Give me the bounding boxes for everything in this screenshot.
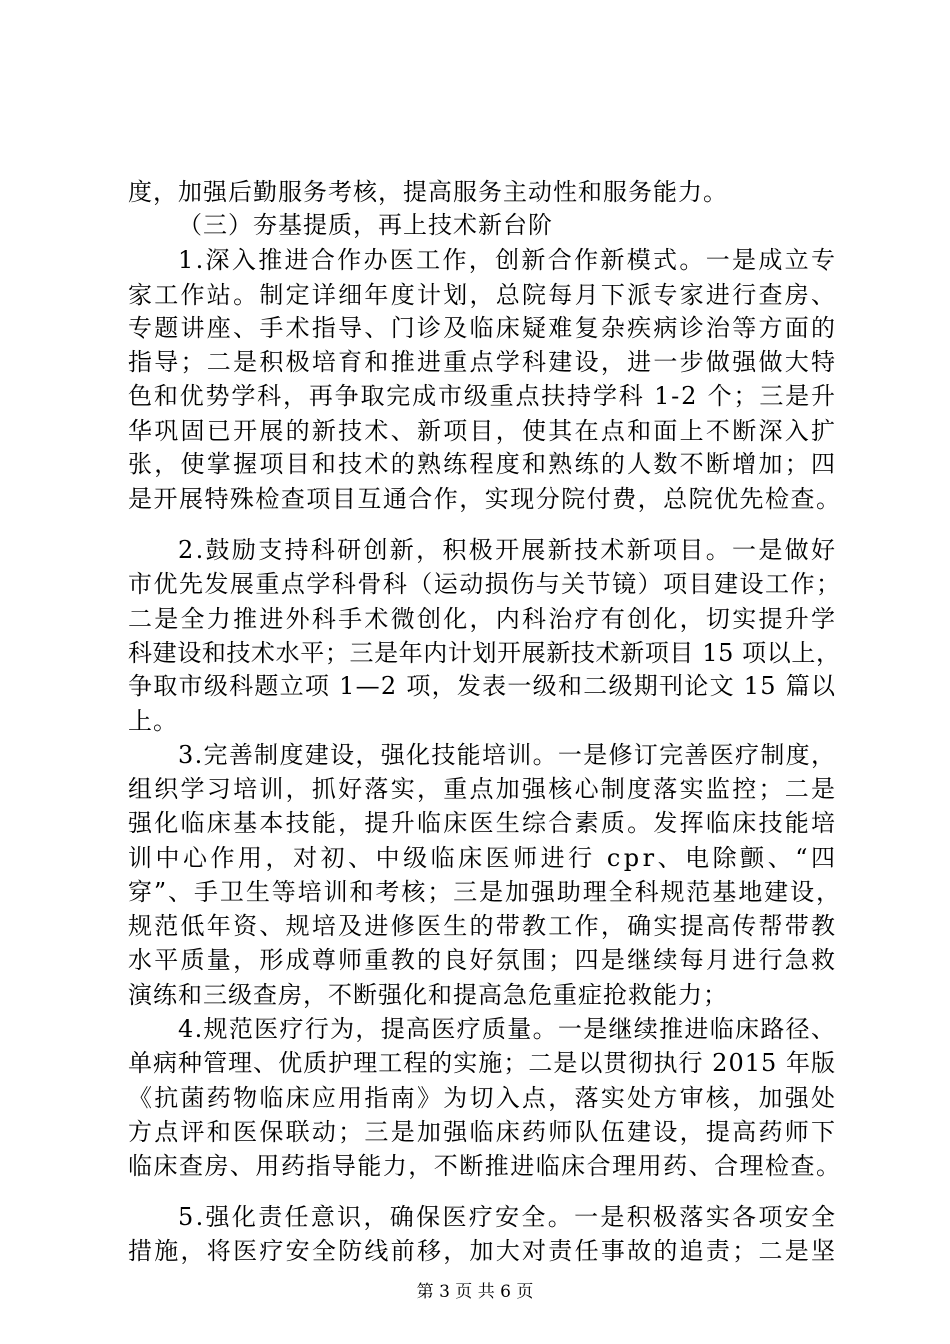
- text-line: （三）夯基提质，再上技术新台阶: [178, 211, 553, 239]
- text-line: 演练和三级查房，不断强化和提高急危重症抢救能力；: [128, 981, 728, 1009]
- text-line: 度，加强后勤服务考核，提高服务主动性和服务能力。: [128, 178, 728, 206]
- text-line: 1.深入推进合作办医工作，创新合作新模式。一是成立专: [178, 246, 838, 274]
- text-line: 临床查房、用药指导能力，不断推进临床合理用药、合理检查。: [128, 1152, 842, 1180]
- text-line: 科建设和技术水平；三是年内计划开展新技术新项目 15 项以上，: [128, 639, 841, 667]
- text-line: 色和优势学科，再争取完成市级重点扶持学科 1-2 个；三是升: [128, 382, 837, 410]
- text-line: 张，使掌握项目和技术的熟练程度和熟练的人数不断增加；四: [128, 450, 838, 478]
- text-line: 水平质量，形成尊师重教的良好氛围；四是继续每月进行急救: [128, 946, 838, 974]
- text-line: 穿”、手卫生等培训和考核；三是加强助理全科规范基地建设，: [128, 878, 842, 906]
- text-line: 强化临床基本技能，提升临床医生综合素质。发挥临床技能培: [128, 809, 838, 837]
- text-line: 4.规范医疗行为，提高医疗质量。一是继续推进临床路径、: [178, 1015, 837, 1043]
- text-line: 专题讲座、手术指导、门诊及临床疑难复杂疾病诊治等方面的: [128, 314, 838, 342]
- text-line: 是开展特殊检查项目互通合作，实现分院付费，总院优先检查。: [128, 485, 842, 513]
- text-line: 二是全力推进外科手术微创化，内科治疗有创化，切实提升学: [128, 605, 838, 633]
- text-line: 组织学习培训，抓好落实，重点加强核心制度落实监控；二是: [128, 775, 838, 803]
- text-line: 单病种管理、优质护理工程的实施；二是以贯彻执行 2015 年版: [128, 1049, 837, 1077]
- text-line: 训中心作用，对初、中级临床医师进行 cpr、电除颤、“四: [128, 844, 839, 872]
- text-line: 5.强化责任意识，确保医疗安全。一是积极落实各项安全: [178, 1203, 838, 1231]
- text-line: 市优先发展重点学科骨科（运动损伤与关节镜）项目建设工作；: [128, 570, 842, 598]
- text-line: 《抗菌药物临床应用指南》为切入点，落实处方审核，加强处: [128, 1084, 838, 1112]
- text-line: 规范低年资、规培及进修医生的带教工作，确实提高传帮带教: [128, 912, 838, 940]
- text-line: 措施，将医疗安全防线前移，加大对责任事故的追责；二是坚: [128, 1237, 838, 1265]
- text-line: 华巩固已开展的新技术、新项目，使其在点和面上不断深入扩: [128, 417, 838, 445]
- text-line: 指导；二是积极培育和推进重点学科建设，进一步做强做大特: [128, 348, 838, 376]
- text-line: 2.鼓励支持科研创新，积极开展新技术新项目。一是做好: [178, 536, 838, 564]
- text-line: 方点评和医保联动；三是加强临床药师队伍建设，提高药师下: [128, 1118, 838, 1146]
- text-line: 家工作站。制定详细年度计划，总院每月下派专家进行查房、: [128, 281, 838, 309]
- text-line: 争取市级科题立项 1—2 项，发表一级和二级期刊论文 15 篇以: [128, 672, 837, 700]
- page-footer: 第 3 页 共 6 页: [416, 1282, 534, 1302]
- text-line: 上。: [128, 707, 178, 735]
- text-line: 3.完善制度建设，强化技能培训。一是修订完善医疗制度，: [178, 741, 837, 769]
